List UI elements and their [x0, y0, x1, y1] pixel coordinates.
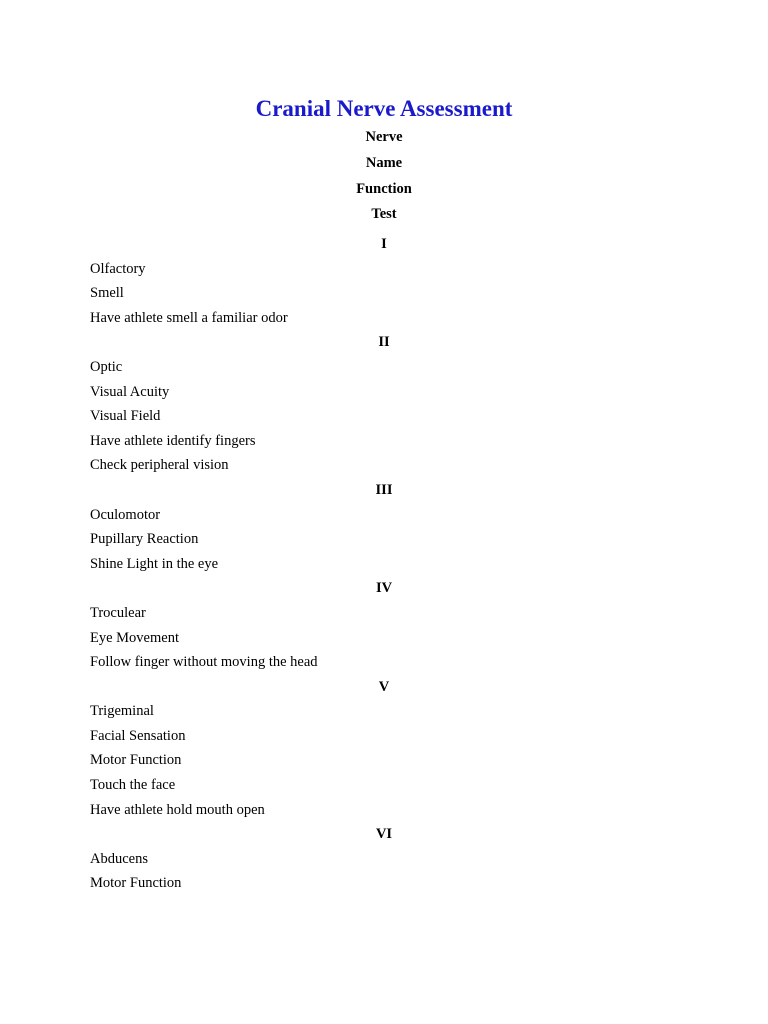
nerve-number: I — [381, 236, 387, 252]
column-headers — [0, 129, 768, 232]
nerve-test: Have athlete identify fingers — [90, 432, 256, 449]
nerve-name: Trigeminal — [90, 703, 154, 720]
nerve-number: VI — [375, 826, 393, 843]
nerve-test: Touch the face — [90, 777, 176, 794]
nerve-function: Pupillary Reaction — [90, 531, 199, 548]
nerve-name: Abducens — [90, 850, 148, 867]
nerve-function: Motor Function — [90, 875, 182, 892]
nerve-function: Visual Acuity — [90, 383, 170, 400]
nerve-test: Check peripheral vision — [90, 457, 229, 474]
nerve-function: Motor Function — [90, 752, 182, 769]
nerve-list — [0, 232, 768, 896]
header-nerve: Nerve — [365, 129, 403, 145]
nerve-test: Have athlete hold mouth open — [90, 801, 265, 818]
nerve-name: Optic — [90, 358, 123, 375]
nerve-number: III — [375, 481, 393, 498]
nerve-test: Have athlete smell a familiar odor — [90, 309, 288, 326]
nerve-function: Eye Movement — [90, 629, 179, 646]
nerve-function: Facial Sensation — [90, 727, 186, 744]
page-title: Cranial Nerve Assessment — [255, 96, 513, 121]
nerve-function: Visual Field — [90, 408, 161, 425]
nerve-name: Troculear — [90, 604, 146, 621]
nerve-test: Shine Light in the eye — [90, 555, 219, 572]
nerve-function: Smell — [90, 285, 124, 302]
nerve-number: II — [378, 334, 390, 351]
header-name: Name — [365, 154, 403, 171]
nerve-test: Follow finger without moving the head — [90, 654, 318, 671]
nerve-number: IV — [375, 580, 393, 597]
nerve-name: Oculomotor — [90, 506, 161, 523]
header-test: Test — [371, 206, 397, 223]
nerve-name: Olfactory — [90, 260, 146, 277]
header-function: Function — [356, 180, 412, 197]
nerve-number: V — [378, 678, 390, 695]
